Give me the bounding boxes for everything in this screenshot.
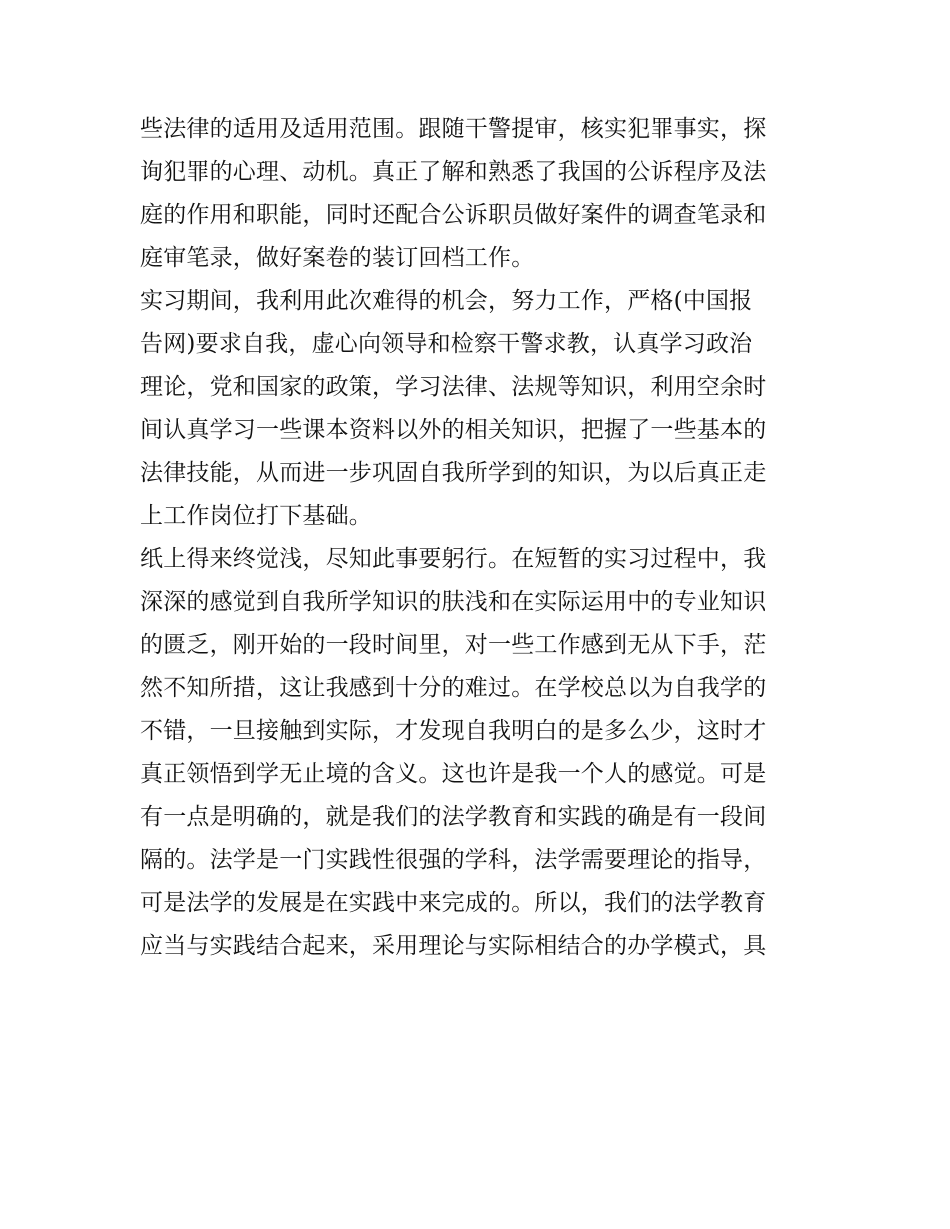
text-line: 告网)要求自我，虚心向领导和检察干警求教，认真学习政治 bbox=[140, 331, 753, 357]
text-line: 间认真学习一些课本资料以外的相关知识，把握了一些基本的 bbox=[140, 417, 767, 443]
text-line: 纸上得来终觉浅，尽知此事要躬行。在短暂的实习过程中，我 bbox=[140, 546, 767, 572]
text-line: 些法律的适用及适用范围。跟随干警提审，核实犯罪事实，探 bbox=[140, 116, 767, 142]
text-line: 的匮乏，刚开始的一段时间里，对一些工作感到无从下手，茫 bbox=[140, 632, 767, 658]
text-line: 不错，一旦接触到实际，才发现自我明白的是多么少，这时才 bbox=[140, 718, 767, 744]
text-line: 可是法学的发展是在实践中来完成的。所以，我们的法学教育 bbox=[140, 890, 767, 916]
text-line: 应当与实践结合起来，采用理论与实际相结合的办学模式，具 bbox=[140, 933, 767, 959]
text-line: 真正领悟到学无止境的含义。这也许是我一个人的感觉。可是 bbox=[140, 761, 767, 787]
text-line: 法律技能，从而进一步巩固自我所学到的知识，为以后真正走 bbox=[140, 460, 767, 486]
text-line: 然不知所措，这让我感到十分的难过。在学校总以为自我学的 bbox=[140, 675, 767, 701]
text-line: 深深的感觉到自我所学知识的肤浅和在实际运用中的专业知识 bbox=[140, 589, 767, 615]
text-line: 询犯罪的心理、动机。真正了解和熟悉了我国的公诉程序及法 bbox=[140, 159, 767, 185]
text-line: 理论，党和国家的政策，学习法律、法规等知识，利用空余时 bbox=[140, 374, 767, 400]
document-body bbox=[140, 108, 820, 968]
text-line: 隔的。法学是一门实践性很强的学科，法学需要理论的指导， bbox=[140, 847, 767, 873]
text-line: 庭的作用和职能，同时还配合公诉职员做好案件的调查笔录和 bbox=[140, 202, 767, 228]
text-line: 实习期间，我利用此次难得的机会，努力工作，严格(中国报 bbox=[140, 288, 753, 314]
text-line: 庭审笔录，做好案卷的装订回档工作。 bbox=[140, 245, 535, 271]
text-line: 上工作岗位打下基础。 bbox=[140, 503, 372, 529]
text-line: 有一点是明确的，就是我们的法学教育和实践的确是有一段间 bbox=[140, 804, 767, 830]
